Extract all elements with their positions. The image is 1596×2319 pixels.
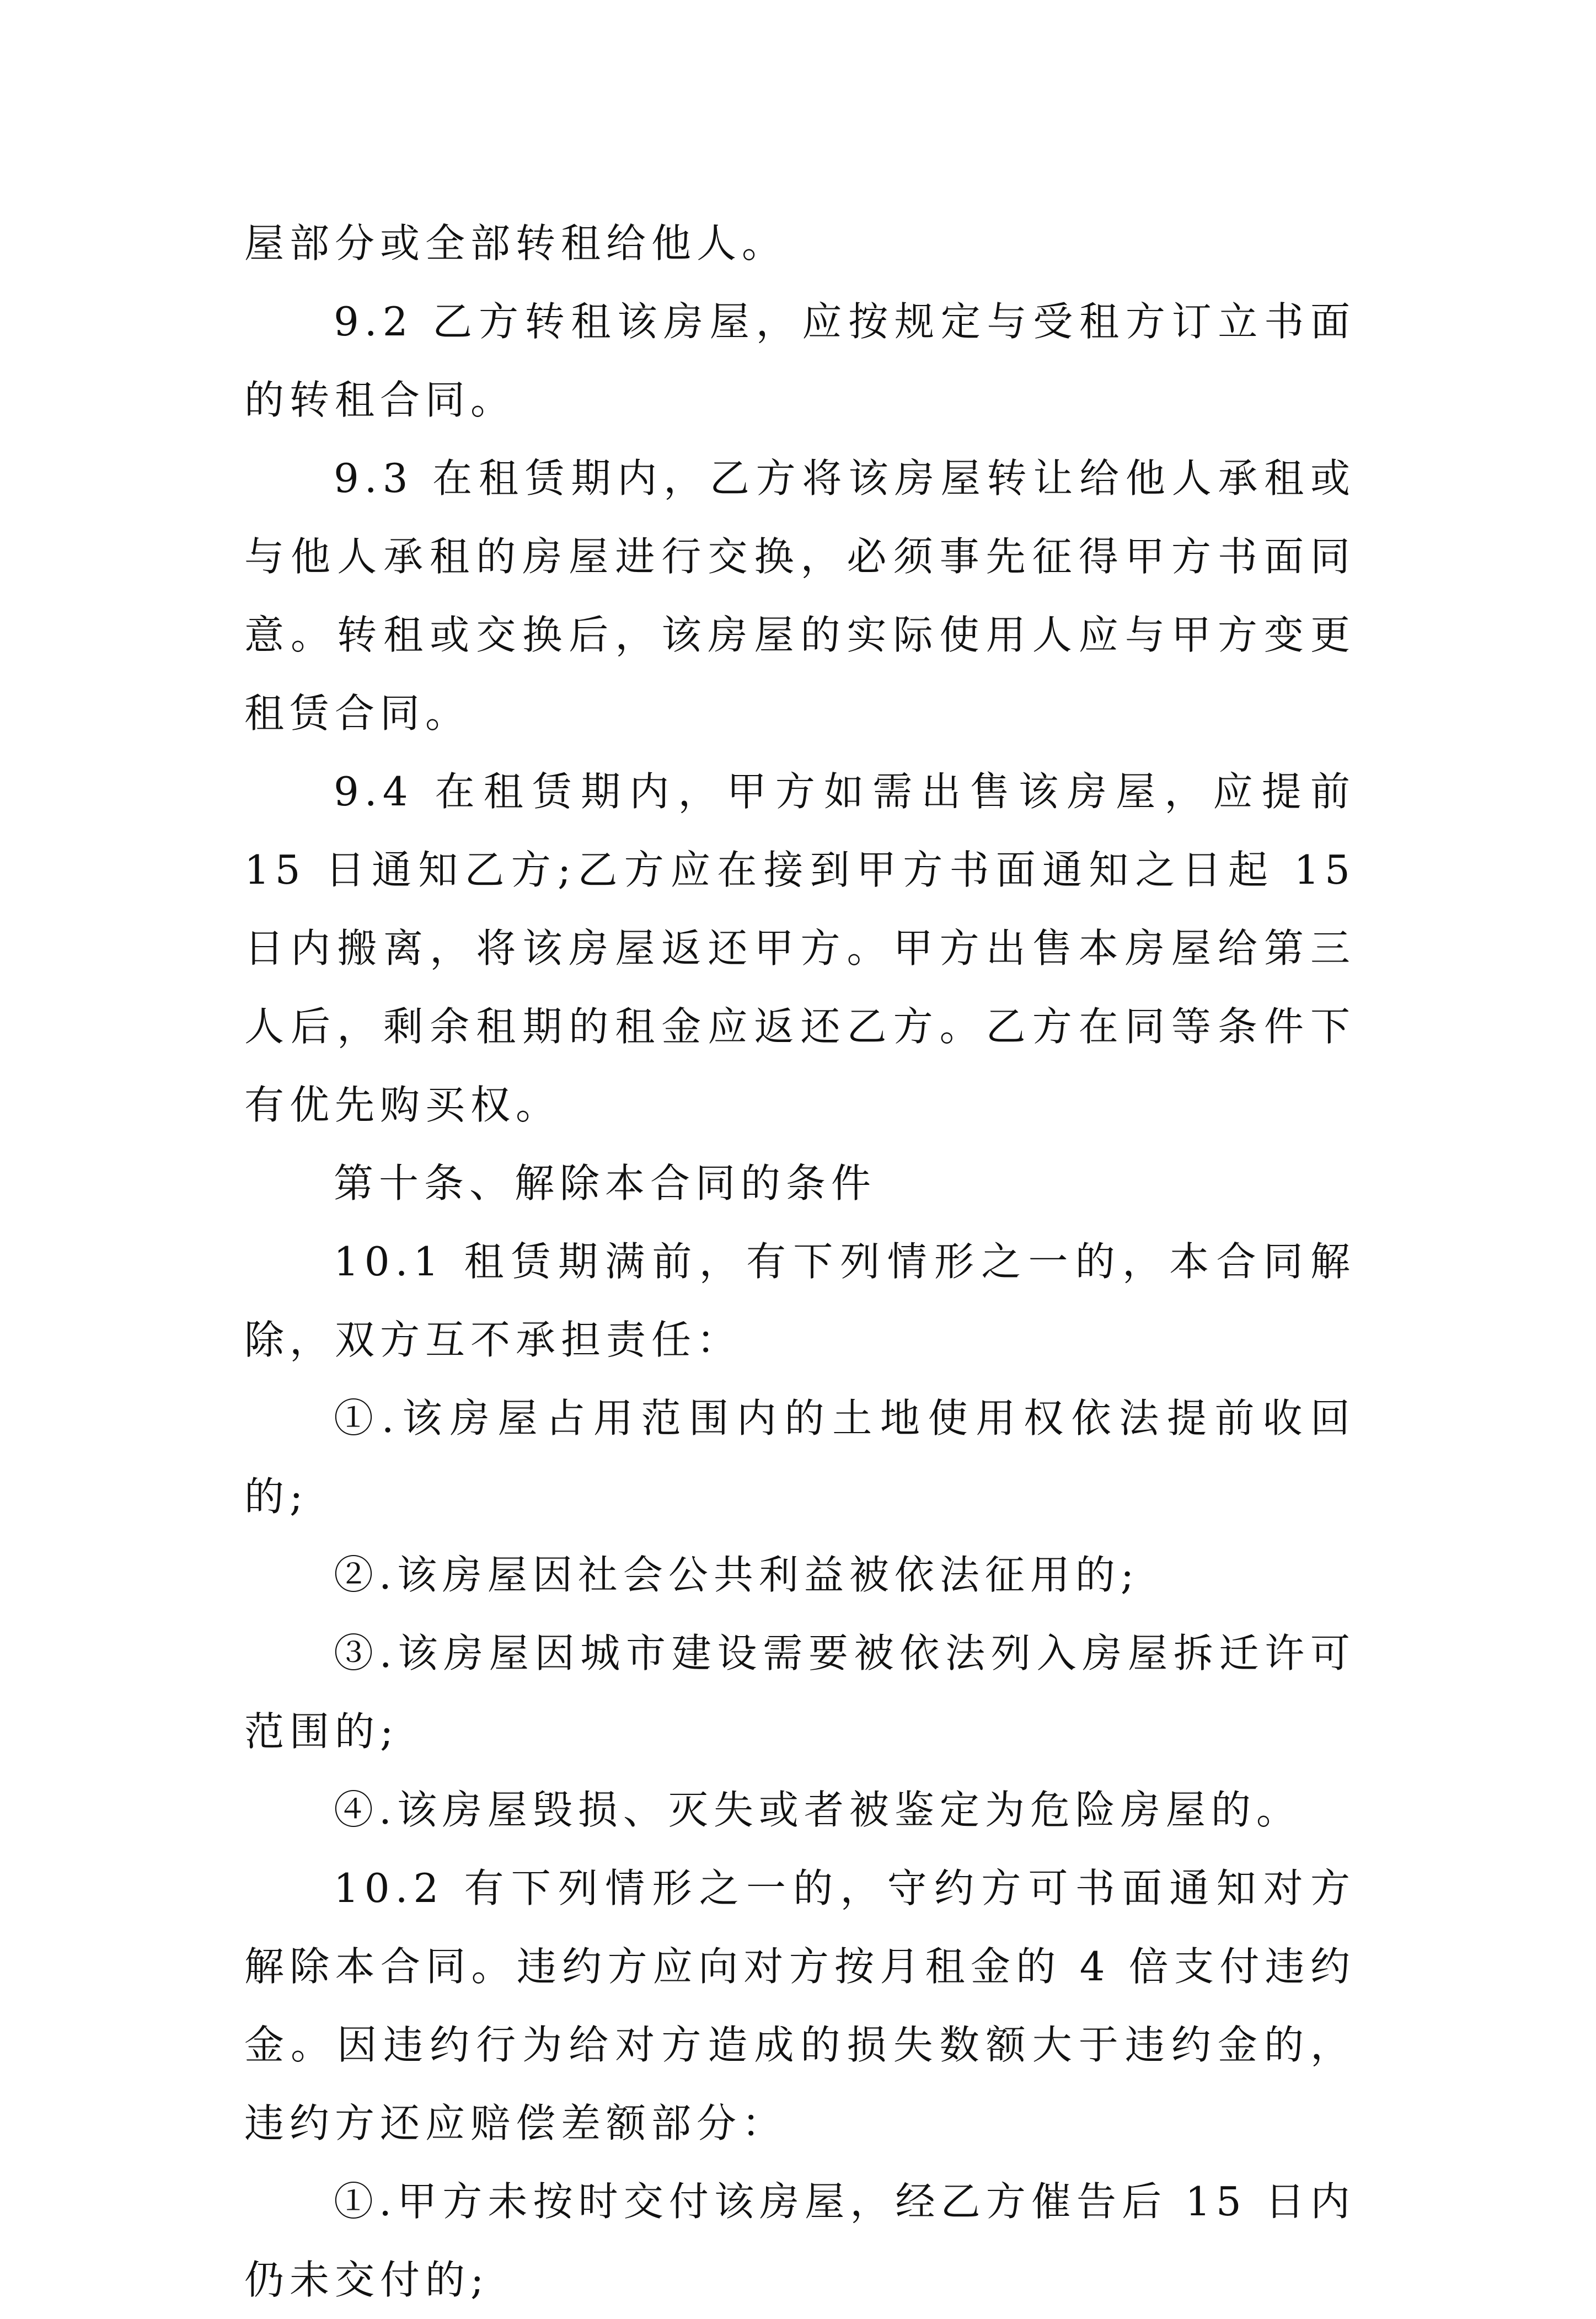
document-body xyxy=(244,204,1356,2319)
list-item-10-1-3: ③.该房屋因城市建设需要被依法列入房屋拆迁许可范围的; xyxy=(244,1630,1356,1755)
list-item-10-1-4: ④.该房屋毁损、灭失或者被鉴定为危险房屋的。 xyxy=(334,1787,1302,1833)
paragraph-9-2: 9.2 乙方转租该房屋，应按规定与受租方订立书面的转租合同。 xyxy=(244,298,1356,423)
paragraph-10-1: 10.1 租赁期满前，有下列情形之一的，本合同解除，双方互不承担责任： xyxy=(244,1238,1356,1363)
paragraph-9-3: 9.3 在租赁期内，乙方将该房屋转让给他人承租或与他人承租的房屋进行交换，必须事先征得甲方书面同意。转租或交换后，该房屋的实际使用人应与甲方变更租赁合同。 xyxy=(244,455,1356,736)
section-heading-article-10: 第十条、解除本合同的条件 xyxy=(334,1160,877,1206)
list-item-10-1-1: ①.该房屋占用范围内的土地使用权依法提前收回的; xyxy=(244,1395,1356,1520)
paragraph-10-2: 10.2 有下列情形之一的，守约方可书面通知对方解除本合同。违约方应向对方按月租金的 4 倍支付违约金。因违约行为给对方造成的损失数额大于违约金的，违约方还应赔偿差额部分： xyxy=(244,1865,1356,2146)
list-item-10-2-1: ①.甲方未按时交付该房屋，经乙方催告后 15 日内仍未交付的; xyxy=(244,2178,1356,2303)
paragraph-9-4: 9.4 在租赁期内，甲方如需出售该房屋，应提前 15 日通知乙方;乙方应在接到甲方书面通知之日起 15 日内搬离，将该房屋返还甲方。甲方出售本房屋给第三人后，剩余租期的租金应返还乙方。乙方在同等条件下有优先购买权。 xyxy=(244,768,1356,1128)
paragraph-continuation: 屋部分或全部转租给他人。 xyxy=(244,220,788,266)
list-item-10-1-2: ②.该房屋因社会公共利益被依法征用的; xyxy=(334,1552,1140,1598)
